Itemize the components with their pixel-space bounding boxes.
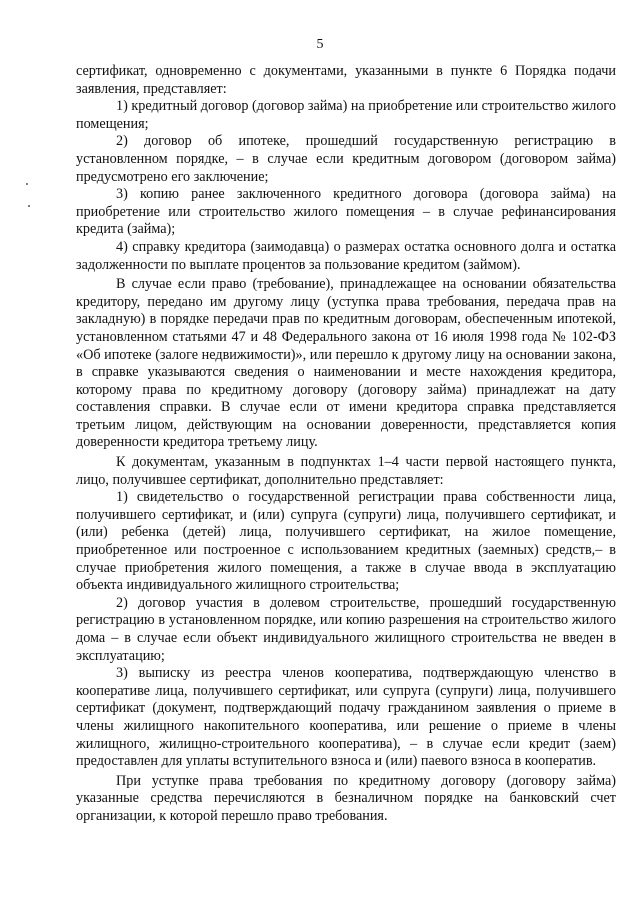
scan-speck bbox=[28, 205, 30, 207]
paragraph-additional-item-2: 2) договор участия в долевом строительстве, прошедший государственную регистрацию в установленном порядке, или копию разрешения на строительство жилого дома – в случае если объект индивидуального жилищного строительства не введен в эксплуатацию; bbox=[76, 594, 616, 664]
paragraph-item-3: 3) копию ранее заключенного кредитного договора (договора займа) на приобретение или строительство жилого помещения – в случае рефинансирования кредита (займа); bbox=[76, 186, 616, 238]
paragraph-additional-docs: К документам, указанным в подпунктах 1–4 части первой настоящего пункта, лицо, получившее сертификат, дополнительно представляет: bbox=[76, 454, 616, 488]
document-body bbox=[76, 63, 616, 826]
paragraph-assignment: В случае если право (требование), принадлежащее на основании обязательства кредитору, передано им другому лицу (уступка права требования, передача прав на закладную) в порядке передачи прав по кредитным договорам, обеспеченным ипотекой, установленном статьями 47 и 48 Федерального закона от 16 июля 1998 года № 102-ФЗ «Об ипотеке (залоге недвижимости)», или перешло к другому лицу на основании закона, в справке указываются сведения о наименовании и месте нахождения кредитора, которому права по кредитному договору (договору займа) принадлежат на дату составления справки. В случае если от имени кредитора справка представляется третьим лицом, действующим на основании доверенности, представляется копия доверенности кредитора третьему лицу. bbox=[76, 276, 616, 451]
paragraph-additional-item-1: 1) свидетельство о государственной регистрации права собственности лица, получившего сертификат, и (или) супруга (супруги) лица, получившего сертификат, и (или) ребенка (детей) лица, получившего сертификат, на жилое помещение, приобретенное или построенное с использованием кредитных (заемных) средств,– в случае приобретения жилого помещения, а также в случае ввода в эксплуатацию объекта индивидуального жилищного строительства; bbox=[76, 489, 616, 594]
paragraph-item-4: 4) справку кредитора (заимодавца) о размерах остатка основного долга и остатка задолженности по выплате процентов за пользование кредитом (займом). bbox=[76, 238, 616, 273]
paragraph-closing: При уступке права требования по кредитному договору (договору займа) указанные средства перечисляются в безналичном порядке на банковский счет организации, к которой перешло право требования. bbox=[76, 772, 616, 824]
page-number: 5 bbox=[316, 37, 324, 52]
paragraph-item-2: 2) договор об ипотеке, прошедший государственную регистрацию в установленном порядке, – в случае если кредитным договором (договором займа) предусмотрено его заключение; bbox=[76, 133, 616, 185]
scan-speck bbox=[26, 183, 28, 185]
paragraph-item-1: 1) кредитный договор (договор займа) на приобретение или строительство жилого помещения; bbox=[76, 98, 616, 132]
paragraph-additional-item-3: 3) выписку из реестра членов кооператива, подтверждающую членство в кооперативе лица, получившего сертификат, или супруга (супруги) лица, получившего сертификат (документ, подтверждающий подачу гражданином заявления о приеме в члены жилищного накопительного кооператива, или решение о приеме в члены жилищного, жилищно-строительного кооператива), – в случае если кредит (заем) предоставлен для уплаты вступительного взноса и (или) паевого взноса в кооператив. bbox=[76, 665, 616, 770]
paragraph-intro: сертификат, одновременно с документами, указанными в пункте 6 Порядка подачи заявления, представляет: bbox=[76, 63, 616, 97]
